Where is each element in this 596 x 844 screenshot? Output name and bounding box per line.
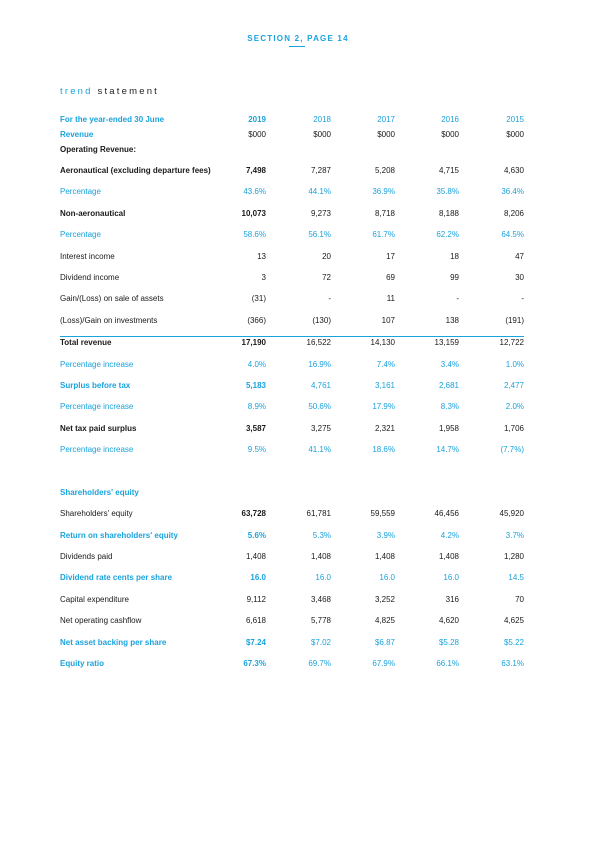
table-row	[60, 594, 524, 615]
table-row	[60, 551, 524, 572]
row-value: (366)	[247, 315, 266, 325]
table-row	[60, 293, 524, 314]
row-value: 14.7%	[436, 445, 459, 455]
row-value: (191)	[505, 315, 524, 325]
row-label: Surplus before tax	[60, 380, 131, 390]
row-value: 70	[515, 594, 524, 604]
row-value: 16.9%	[308, 359, 331, 369]
row-value: 18	[450, 251, 459, 261]
row-value: $7.24	[245, 637, 266, 647]
row-label: Shareholders' equity	[60, 509, 133, 519]
title-statement: statement	[97, 86, 160, 97]
row-value: 4.0%	[247, 359, 266, 369]
row-value: 2018	[313, 115, 331, 124]
row-value: 2015	[506, 115, 524, 124]
row-label: Gain/(Loss) on sale of assets	[60, 294, 164, 304]
row-value: 1,408	[374, 552, 395, 562]
row-label: Percentage increase	[60, 359, 134, 369]
table-row	[60, 229, 524, 250]
table-row	[60, 658, 524, 679]
row-value: 46,456	[434, 509, 459, 519]
row-value: 14,130	[370, 338, 395, 348]
table-row	[60, 615, 524, 636]
row-value: 36.9%	[372, 187, 395, 197]
table-row	[60, 380, 524, 401]
row-value: -	[328, 294, 331, 304]
row-value: 4.2%	[440, 530, 459, 540]
table-row	[60, 165, 524, 186]
table-row	[60, 272, 524, 293]
row-value: 16.0	[443, 573, 459, 583]
row-value: 2,321	[374, 423, 395, 433]
row-value: 1,408	[310, 552, 331, 562]
row-value: 62.2%	[436, 230, 459, 240]
row-value: $7.02	[310, 637, 331, 647]
row-value: 316	[445, 594, 459, 604]
row-value: -	[456, 294, 459, 304]
row-value: 17,190	[241, 338, 266, 348]
row-value: 2,477	[503, 380, 524, 390]
row-value: 17.9%	[372, 402, 395, 412]
table-row	[60, 337, 524, 358]
row-value: $000	[441, 129, 459, 139]
row-value: 2,681	[438, 380, 459, 390]
row-value: 11	[386, 294, 395, 304]
row-value: 8,188	[438, 208, 459, 218]
row-value: 43.6%	[243, 187, 266, 197]
section-header: SECTION 2, PAGE 14	[247, 34, 349, 43]
row-label: Revenue	[60, 129, 94, 139]
row-value: 41.1%	[308, 445, 331, 455]
row-value: 3.4%	[440, 359, 459, 369]
row-value: (31)	[251, 294, 266, 304]
row-value: $6.87	[374, 637, 395, 647]
row-value: 47	[515, 251, 524, 261]
section-underline	[289, 46, 305, 47]
row-value: 2.0%	[505, 402, 524, 412]
row-value: $5.28	[438, 637, 459, 647]
row-value: $000	[313, 129, 331, 139]
row-label: Net operating cashflow	[60, 616, 142, 626]
table-row	[60, 530, 524, 551]
row-value: 1,958	[438, 423, 459, 433]
row-value: 5,208	[374, 165, 395, 175]
table-row	[60, 114, 524, 129]
row-value: $000	[377, 129, 395, 139]
table-row	[60, 637, 524, 658]
row-value: 3.9%	[376, 530, 395, 540]
table-row	[60, 186, 524, 207]
row-value: 3,468	[310, 594, 331, 604]
row-value: 1,408	[438, 552, 459, 562]
row-label: Return on shareholders' equity	[60, 530, 178, 540]
row-value: 9,112	[246, 594, 266, 604]
row-value: 63.1%	[501, 658, 524, 668]
row-label: Percentage	[60, 187, 101, 197]
row-value: 58.6%	[243, 230, 266, 240]
table-row	[60, 423, 524, 444]
row-value: 8,206	[503, 208, 524, 218]
table-row	[60, 251, 524, 272]
row-label: For the year-ended 30 June	[60, 115, 165, 124]
row-value: 67.9%	[372, 658, 395, 668]
row-value: 3,275	[310, 423, 331, 433]
row-value: 66.1%	[436, 658, 459, 668]
table-row	[60, 444, 524, 465]
table-row	[60, 208, 524, 229]
row-value: 3,587	[245, 423, 266, 433]
row-value: 107	[381, 315, 395, 325]
trend-statement-table	[60, 114, 524, 679]
row-value: (7.7%)	[500, 445, 524, 455]
row-value: 1,706	[503, 423, 524, 433]
row-value: 2019	[248, 115, 266, 124]
row-value: 8.3%	[440, 402, 459, 412]
row-value: 5.6%	[247, 530, 266, 540]
row-value: 12,722	[499, 338, 524, 348]
table-row	[60, 487, 524, 508]
row-value: 13	[257, 251, 266, 261]
row-value: 44.1%	[308, 187, 331, 197]
row-value: 69	[386, 272, 395, 282]
row-value: $000	[506, 129, 524, 139]
row-value: 59,559	[370, 509, 395, 519]
row-label: (Loss)/Gain on investments	[60, 315, 158, 325]
table-row	[60, 129, 524, 144]
row-value: (130)	[312, 315, 331, 325]
row-label: Non-aeronautical	[60, 208, 126, 218]
row-value: 61,781	[306, 509, 331, 519]
title-trend: trend	[60, 86, 93, 97]
row-value: 13,159	[434, 338, 459, 348]
row-value: 20	[322, 251, 331, 261]
row-value: 5,778	[310, 616, 331, 626]
row-value: 9,273	[310, 208, 331, 218]
row-value: 16.0	[379, 573, 395, 583]
row-value: 7,498	[245, 165, 266, 175]
row-value: 14.5	[508, 573, 524, 583]
row-value: -	[521, 294, 524, 304]
row-value: 7.4%	[376, 359, 395, 369]
row-value: 61.7%	[372, 230, 395, 240]
document-title	[60, 86, 159, 97]
row-value: 1,280	[503, 552, 524, 562]
row-value: 3	[261, 272, 266, 282]
row-value: 4,715	[438, 165, 459, 175]
row-value: 1.0%	[505, 359, 524, 369]
row-value: 16,522	[306, 338, 331, 348]
row-value: 5.3%	[312, 530, 331, 540]
row-label: Dividend income	[60, 272, 120, 282]
row-value: 64.5%	[501, 230, 524, 240]
row-value: 16.0	[315, 573, 331, 583]
row-value: 18.6%	[372, 445, 395, 455]
row-label: Percentage increase	[60, 402, 134, 412]
row-value: 50.6%	[308, 402, 331, 412]
table-row	[60, 359, 524, 380]
row-value: 2016	[441, 115, 459, 124]
row-value: 63,728	[241, 509, 266, 519]
row-value: 2017	[377, 115, 395, 124]
row-value: 36.4%	[501, 187, 524, 197]
row-value: 4,620	[438, 616, 459, 626]
row-value: 4,825	[374, 616, 395, 626]
row-value: 8.9%	[247, 402, 266, 412]
row-value: 35.8%	[436, 187, 459, 197]
row-value: 30	[515, 272, 524, 282]
row-value: 56.1%	[308, 230, 331, 240]
row-value: 6,618	[245, 616, 266, 626]
row-label: Net asset backing per share	[60, 637, 167, 647]
row-value: 1,408	[245, 552, 266, 562]
table-row	[60, 315, 524, 337]
row-value: 4,761	[310, 380, 331, 390]
row-value: 67.3%	[243, 658, 266, 668]
row-value: 7,287	[310, 165, 331, 175]
row-value: 9.5%	[247, 445, 266, 455]
table-row	[60, 508, 524, 529]
row-value: 45,920	[499, 509, 524, 519]
row-label: Equity ratio	[60, 658, 105, 668]
row-label: Interest income	[60, 251, 115, 261]
row-value: 99	[450, 272, 459, 282]
row-value: 3,161	[374, 380, 395, 390]
row-value: 5,183	[245, 380, 266, 390]
row-label: Aeronautical (excluding departure fees)	[60, 165, 211, 175]
row-value: 17	[386, 251, 395, 261]
row-value: 10,073	[241, 208, 266, 218]
row-label: Dividend rate cents per share	[60, 573, 173, 583]
row-label: Dividends paid	[60, 552, 113, 562]
table-row	[60, 144, 524, 165]
row-label: Total revenue	[60, 338, 112, 348]
table-row	[60, 465, 524, 486]
row-label: Capital expenditure	[60, 594, 129, 604]
row-value: 138	[445, 315, 459, 325]
row-label: Percentage increase	[60, 445, 134, 455]
row-label: Percentage	[60, 230, 101, 240]
row-value: 8,718	[374, 208, 395, 218]
row-value: 4,630	[503, 165, 524, 175]
row-label: Operating Revenue:	[60, 144, 137, 154]
row-value: 3.7%	[505, 530, 524, 540]
row-value: 16.0	[250, 573, 266, 583]
row-value: 72	[322, 272, 331, 282]
row-value: $5.22	[503, 637, 524, 647]
row-label: Net tax paid surplus	[60, 423, 137, 433]
table-row	[60, 572, 524, 593]
table-row	[60, 401, 524, 422]
row-label: Shareholders' equity	[60, 487, 139, 497]
row-value: 69.7%	[308, 658, 331, 668]
row-value: 4,625	[503, 616, 524, 626]
row-value: $000	[248, 129, 266, 139]
row-value: 3,252	[374, 594, 395, 604]
